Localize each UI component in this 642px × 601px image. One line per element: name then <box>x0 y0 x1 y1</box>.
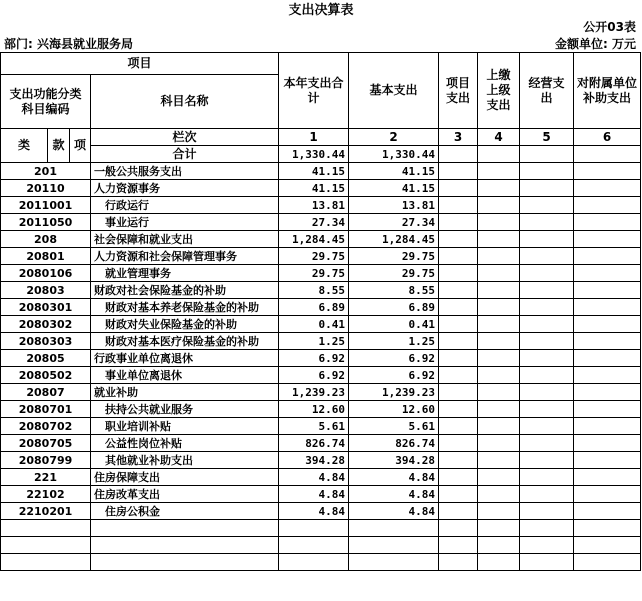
row-project <box>439 265 478 282</box>
row-code <box>1 537 91 554</box>
row-business <box>520 299 574 316</box>
row-project <box>439 231 478 248</box>
row-basic: 29.75 <box>349 265 439 282</box>
row-total: 1.25 <box>279 333 349 350</box>
row-basic <box>349 537 439 554</box>
table-row <box>1 384 641 401</box>
row-project <box>439 299 478 316</box>
item-header: 项目 <box>1 53 279 75</box>
table-row <box>1 537 641 554</box>
row-total: 8.55 <box>279 282 349 299</box>
row-total: 13.81 <box>279 197 349 214</box>
row-total: 29.75 <box>279 248 349 265</box>
row-basic: 4.84 <box>349 503 439 520</box>
row-name: 扶持公共就业服务 <box>91 401 279 418</box>
col-business-header: 经营支出 <box>520 53 574 129</box>
row-business <box>520 452 574 469</box>
row-business <box>520 333 574 350</box>
row-upper <box>478 537 520 554</box>
row-basic: 13.81 <box>349 197 439 214</box>
row-name: 行政运行 <box>91 197 279 214</box>
row-subsidy <box>574 282 641 299</box>
row-upper <box>478 197 520 214</box>
unit-label: 金额单位: 万元 <box>555 37 636 51</box>
table-row <box>1 435 641 452</box>
row-subsidy <box>574 333 641 350</box>
row-total: 394.28 <box>279 452 349 469</box>
row-upper <box>478 452 520 469</box>
row-code: 201 <box>1 163 91 180</box>
row-name: 住房保障支出 <box>91 469 279 486</box>
row-basic: 826.74 <box>349 435 439 452</box>
row-project <box>439 367 478 384</box>
row-business <box>520 486 574 503</box>
row-project <box>439 452 478 469</box>
table-row <box>1 180 641 197</box>
row-total <box>279 520 349 537</box>
row-name <box>91 520 279 537</box>
row-project <box>439 180 478 197</box>
row-subsidy <box>574 231 641 248</box>
table-row <box>1 197 641 214</box>
col-basic-header: 基本支出 <box>349 53 439 129</box>
row-project <box>439 401 478 418</box>
row-total: 1,284.45 <box>279 231 349 248</box>
row-total: 41.15 <box>279 163 349 180</box>
header-info-row <box>0 36 642 52</box>
row-basic: 27.34 <box>349 214 439 231</box>
row-project <box>439 503 478 520</box>
row-code: 2080303 <box>1 333 91 350</box>
row-business <box>520 350 574 367</box>
row-subsidy <box>574 299 641 316</box>
row-project <box>439 248 478 265</box>
row-project <box>439 316 478 333</box>
table-row <box>1 486 641 503</box>
col-num-4: 4 <box>478 129 520 146</box>
row-business <box>520 435 574 452</box>
row-basic: 4.84 <box>349 486 439 503</box>
row-business <box>520 418 574 435</box>
row-upper <box>478 384 520 401</box>
row-basic: 4.84 <box>349 469 439 486</box>
row-code: 20110 <box>1 180 91 197</box>
table-row <box>1 231 641 248</box>
expenditure-table <box>0 52 641 571</box>
table-row <box>1 265 641 282</box>
row-subsidy <box>574 503 641 520</box>
row-basic: 1,239.23 <box>349 384 439 401</box>
row-name: 财政对失业保险基金的补助 <box>91 316 279 333</box>
row-upper <box>478 350 520 367</box>
col-num-6: 6 <box>574 129 641 146</box>
row-project <box>439 486 478 503</box>
row-total: 6.89 <box>279 299 349 316</box>
row-total: 27.34 <box>279 214 349 231</box>
row-project <box>439 333 478 350</box>
row-name <box>91 554 279 571</box>
row-basic: 29.75 <box>349 248 439 265</box>
total-label: 合计 <box>91 146 279 163</box>
row-project <box>439 554 478 571</box>
table-body <box>1 163 641 571</box>
row-business <box>520 214 574 231</box>
row-code <box>1 520 91 537</box>
total-col2: 1,330.44 <box>349 146 439 163</box>
table-row <box>1 452 641 469</box>
row-name <box>91 537 279 554</box>
row-basic: 0.41 <box>349 316 439 333</box>
table-row <box>1 214 641 231</box>
col-num-5: 5 <box>520 129 574 146</box>
row-total: 4.84 <box>279 486 349 503</box>
xiang-header: 项 <box>70 129 91 163</box>
row-basic: 41.15 <box>349 163 439 180</box>
row-upper <box>478 214 520 231</box>
row-upper <box>478 554 520 571</box>
row-upper <box>478 401 520 418</box>
row-basic: 394.28 <box>349 452 439 469</box>
row-subsidy <box>574 316 641 333</box>
table-row <box>1 282 641 299</box>
col-num-3: 3 <box>439 129 478 146</box>
row-upper <box>478 418 520 435</box>
page-title: 支出决算表 <box>288 3 354 18</box>
row-upper <box>478 316 520 333</box>
row-code: 2080799 <box>1 452 91 469</box>
table-row <box>1 163 641 180</box>
row-upper <box>478 503 520 520</box>
row-upper <box>478 520 520 537</box>
row-business <box>520 197 574 214</box>
row-code: 2080702 <box>1 418 91 435</box>
row-total: 4.84 <box>279 503 349 520</box>
row-upper <box>478 180 520 197</box>
table-row <box>1 316 641 333</box>
row-business <box>520 163 574 180</box>
row-code: 208 <box>1 231 91 248</box>
row-subsidy <box>574 452 641 469</box>
row-total: 29.75 <box>279 265 349 282</box>
table-row <box>1 418 641 435</box>
row-subsidy <box>574 163 641 180</box>
row-basic: 41.15 <box>349 180 439 197</box>
row-subsidy <box>574 469 641 486</box>
row-subsidy <box>574 418 641 435</box>
row-code: 2011001 <box>1 197 91 214</box>
row-name: 一般公共服务支出 <box>91 163 279 180</box>
row-basic: 5.61 <box>349 418 439 435</box>
row-business <box>520 401 574 418</box>
row-basic: 6.92 <box>349 367 439 384</box>
row-business <box>520 537 574 554</box>
row-subsidy <box>574 367 641 384</box>
row-name: 财政对基本医疗保险基金的补助 <box>91 333 279 350</box>
row-upper <box>478 282 520 299</box>
row-code: 2080701 <box>1 401 91 418</box>
row-code: 22102 <box>1 486 91 503</box>
row-basic: 12.60 <box>349 401 439 418</box>
row-subsidy <box>574 401 641 418</box>
row-total: 6.92 <box>279 350 349 367</box>
row-subsidy <box>574 248 641 265</box>
row-subsidy <box>574 554 641 571</box>
row-name: 就业补助 <box>91 384 279 401</box>
row-name: 职业培训补贴 <box>91 418 279 435</box>
name-header: 科目名称 <box>91 75 279 129</box>
row-total <box>279 554 349 571</box>
row-code: 2080301 <box>1 299 91 316</box>
table-row <box>1 503 641 520</box>
row-project <box>439 214 478 231</box>
row-basic: 8.55 <box>349 282 439 299</box>
row-code: 2080502 <box>1 367 91 384</box>
row-subsidy <box>574 435 641 452</box>
row-business <box>520 554 574 571</box>
row-project <box>439 197 478 214</box>
row-code: 2210201 <box>1 503 91 520</box>
row-project <box>439 384 478 401</box>
department-label: 部门: 兴海县就业服务局 <box>4 37 133 51</box>
row-basic: 1,284.45 <box>349 231 439 248</box>
table-row <box>1 520 641 537</box>
row-business <box>520 248 574 265</box>
row-name: 公益性岗位补贴 <box>91 435 279 452</box>
row-total: 826.74 <box>279 435 349 452</box>
row-code: 20801 <box>1 248 91 265</box>
table-row <box>1 248 641 265</box>
row-basic: 1.25 <box>349 333 439 350</box>
row-basic: 6.89 <box>349 299 439 316</box>
table-row <box>1 367 641 384</box>
row-project <box>439 435 478 452</box>
row-total: 6.92 <box>279 367 349 384</box>
lei-header: 类 <box>1 129 48 163</box>
row-name: 财政对社会保险基金的补助 <box>91 282 279 299</box>
row-business <box>520 180 574 197</box>
row-name: 事业运行 <box>91 214 279 231</box>
row-name: 住房公积金 <box>91 503 279 520</box>
row-total <box>279 537 349 554</box>
row-basic <box>349 520 439 537</box>
row-business <box>520 520 574 537</box>
row-name: 住房改革支出 <box>91 486 279 503</box>
col-num-1: 1 <box>279 129 349 146</box>
row-project <box>439 418 478 435</box>
col-project-header: 项目支出 <box>439 53 478 129</box>
row-subsidy <box>574 350 641 367</box>
row-subsidy <box>574 486 641 503</box>
row-project <box>439 520 478 537</box>
row-subsidy <box>574 180 641 197</box>
row-total: 5.61 <box>279 418 349 435</box>
row-upper <box>478 163 520 180</box>
row-business <box>520 282 574 299</box>
row-upper <box>478 248 520 265</box>
row-project <box>439 469 478 486</box>
row-name: 就业管理事务 <box>91 265 279 282</box>
table-row <box>1 469 641 486</box>
row-name: 事业单位离退休 <box>91 367 279 384</box>
row-business <box>520 384 574 401</box>
row-upper <box>478 486 520 503</box>
row-subsidy <box>574 265 641 282</box>
lanci-label: 栏次 <box>91 129 279 146</box>
row-subsidy <box>574 197 641 214</box>
table-row <box>1 401 641 418</box>
row-code: 2080302 <box>1 316 91 333</box>
table-row <box>1 333 641 350</box>
row-business <box>520 265 574 282</box>
row-basic: 6.92 <box>349 350 439 367</box>
table-row <box>1 350 641 367</box>
row-project <box>439 282 478 299</box>
row-name: 行政事业单位离退休 <box>91 350 279 367</box>
total-col1: 1,330.44 <box>279 146 349 163</box>
row-name: 人力资源事务 <box>91 180 279 197</box>
row-business <box>520 469 574 486</box>
row-code: 20807 <box>1 384 91 401</box>
row-code: 20803 <box>1 282 91 299</box>
row-total: 12.60 <box>279 401 349 418</box>
row-basic <box>349 554 439 571</box>
row-project <box>439 163 478 180</box>
row-upper <box>478 231 520 248</box>
row-project <box>439 537 478 554</box>
code-header: 支出功能分类科目编码 <box>1 75 91 129</box>
row-upper <box>478 299 520 316</box>
row-subsidy <box>574 520 641 537</box>
row-code <box>1 554 91 571</box>
row-upper <box>478 469 520 486</box>
row-business <box>520 503 574 520</box>
row-subsidy <box>574 537 641 554</box>
row-upper <box>478 333 520 350</box>
table-number: 公开03表 <box>583 20 636 34</box>
row-code: 221 <box>1 469 91 486</box>
row-business <box>520 231 574 248</box>
row-business <box>520 367 574 384</box>
col-subsidy-header: 对附属单位补助支出 <box>574 53 641 129</box>
row-name: 财政对基本养老保险基金的补助 <box>91 299 279 316</box>
row-upper <box>478 265 520 282</box>
row-business <box>520 316 574 333</box>
row-code: 2080106 <box>1 265 91 282</box>
row-total: 41.15 <box>279 180 349 197</box>
kuan-header: 款 <box>48 129 70 163</box>
row-total: 1,239.23 <box>279 384 349 401</box>
row-total: 4.84 <box>279 469 349 486</box>
col-upper-header: 上缴上级支出 <box>478 53 520 129</box>
row-code: 20805 <box>1 350 91 367</box>
row-subsidy <box>574 214 641 231</box>
table-row <box>1 299 641 316</box>
row-upper <box>478 367 520 384</box>
row-code: 2011050 <box>1 214 91 231</box>
row-code: 2080705 <box>1 435 91 452</box>
row-upper <box>478 435 520 452</box>
col-num-2: 2 <box>349 129 439 146</box>
row-name: 其他就业补助支出 <box>91 452 279 469</box>
row-name: 人力资源和社会保障管理事务 <box>91 248 279 265</box>
row-project <box>439 350 478 367</box>
row-total: 0.41 <box>279 316 349 333</box>
table-row <box>1 554 641 571</box>
row-name: 社会保障和就业支出 <box>91 231 279 248</box>
row-subsidy <box>574 384 641 401</box>
col-total-header: 本年支出合计 <box>279 53 349 129</box>
